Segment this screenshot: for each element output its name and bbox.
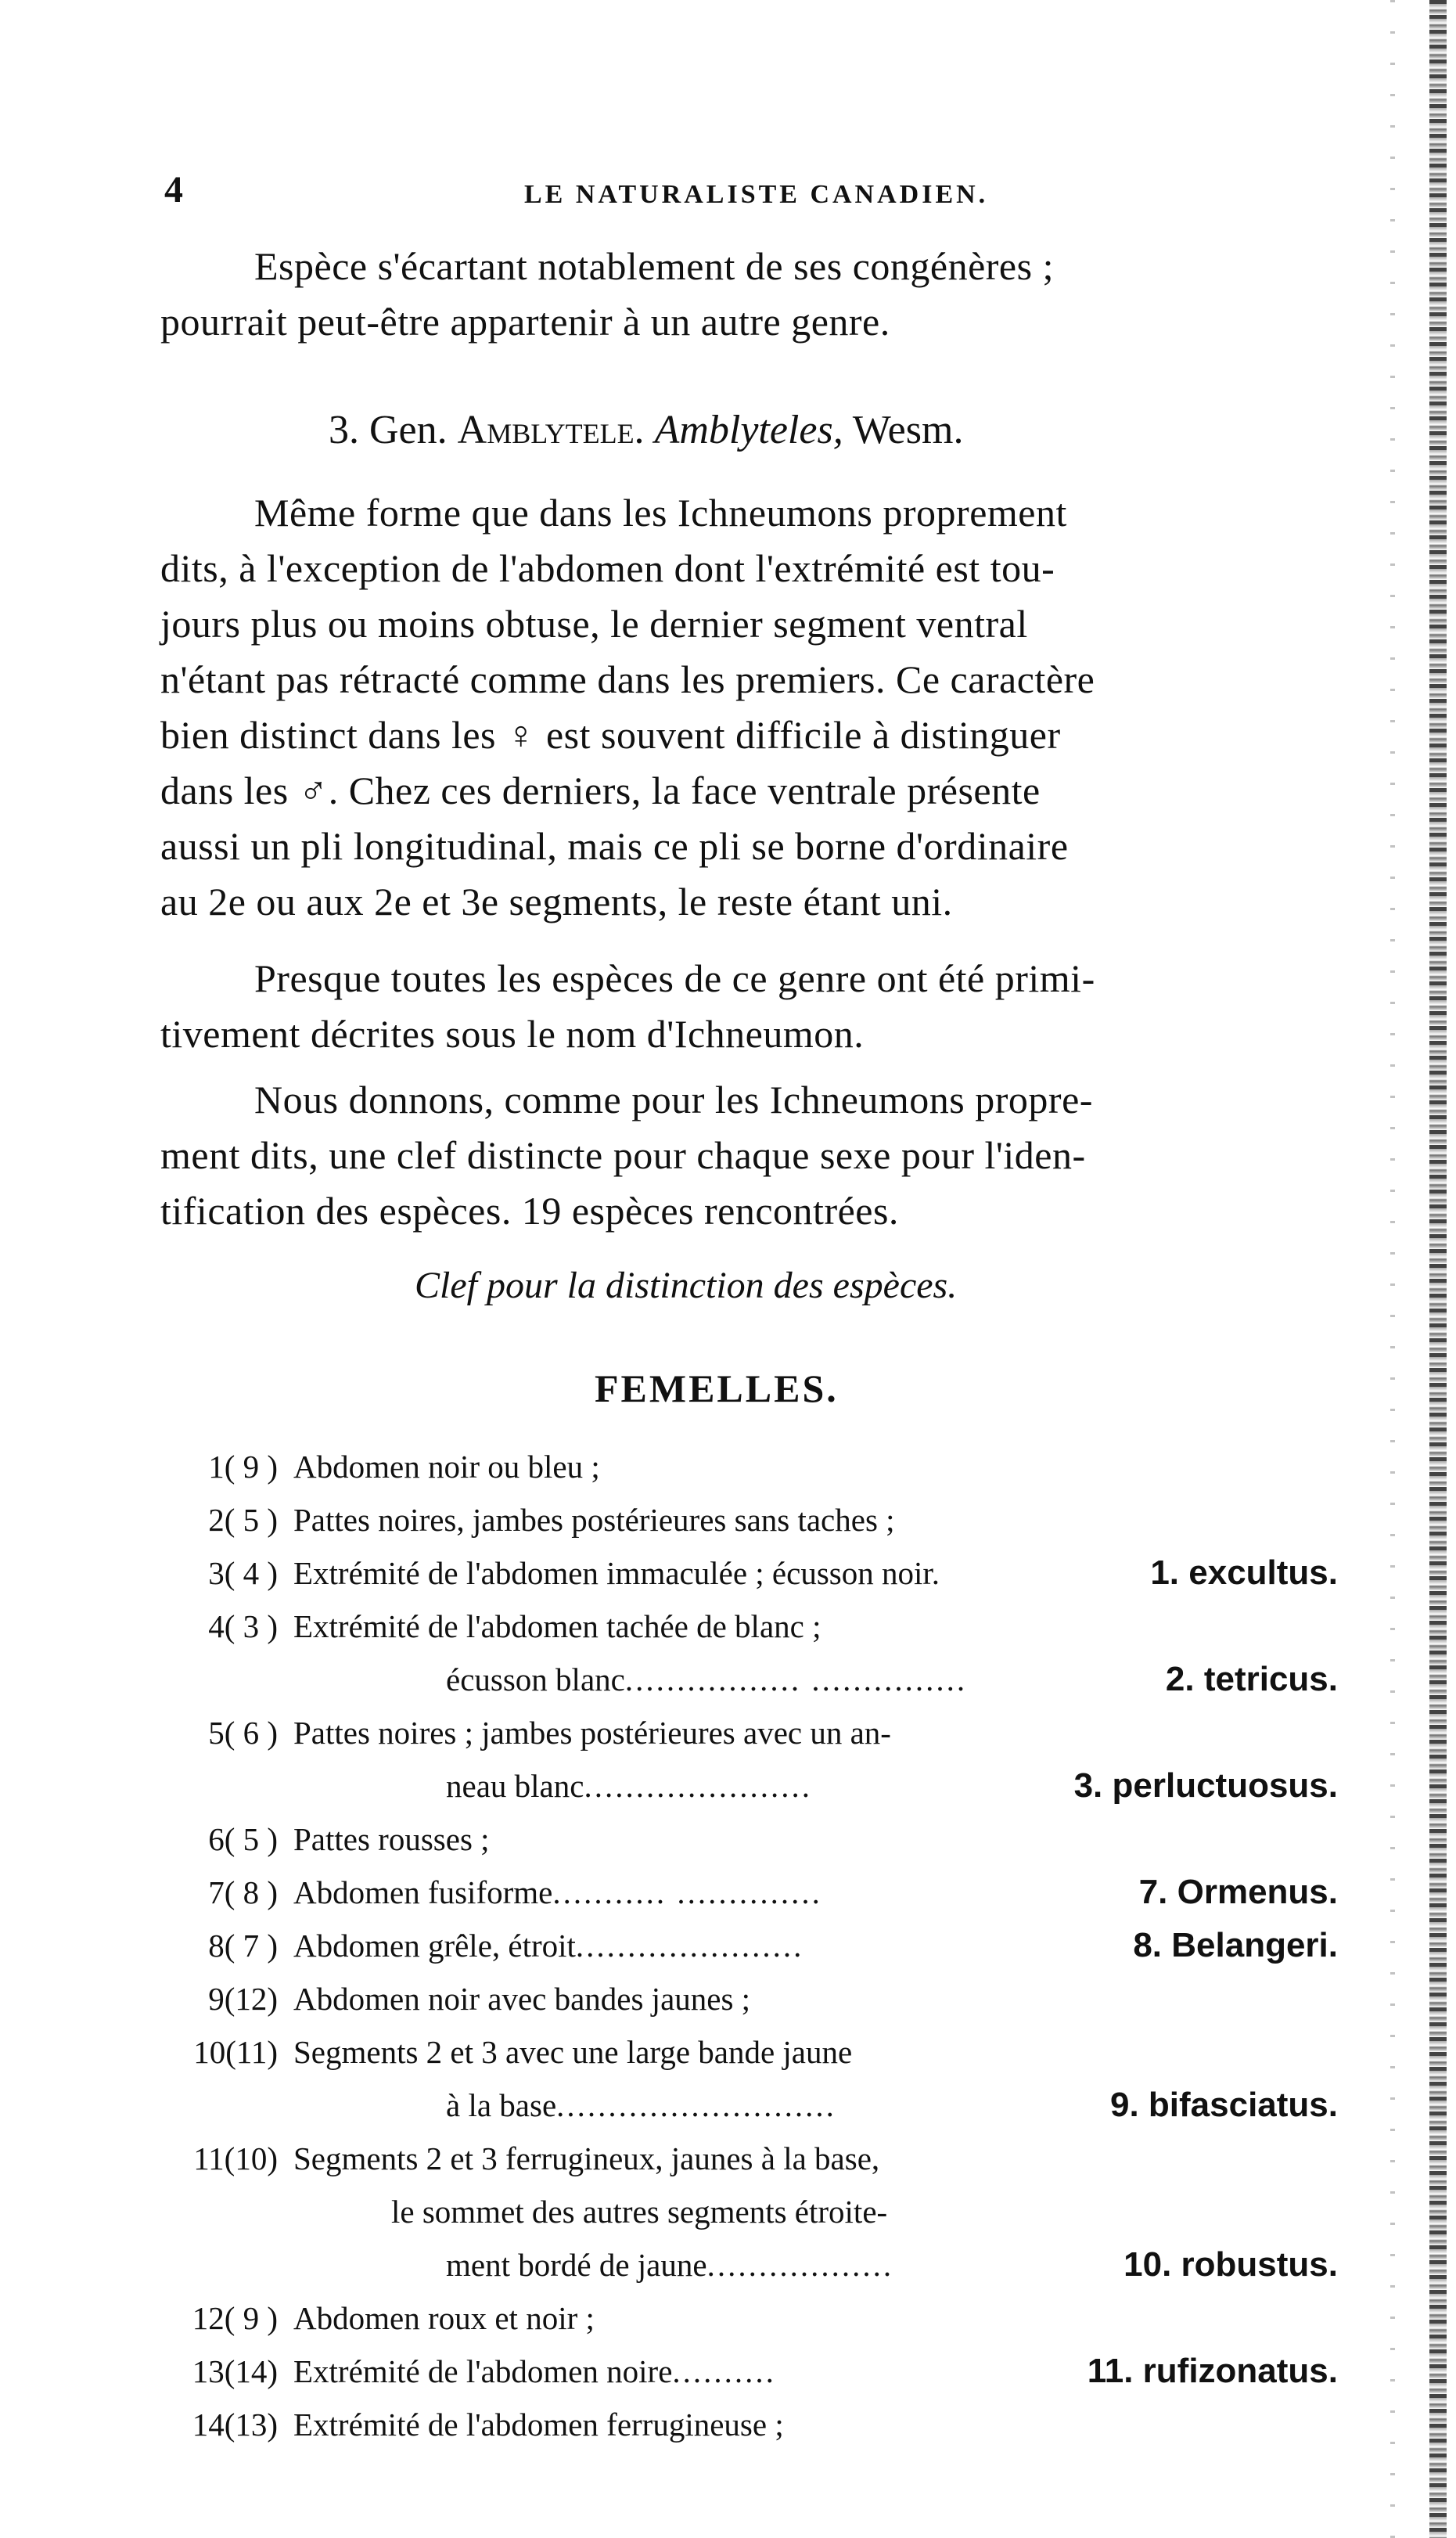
key-text: Extrémité de l'abdomen tachée de blanc ; <box>293 1608 821 1644</box>
intro-line: pourrait peut-être appartenir à un autre genre. <box>160 300 890 344</box>
key-couplet-number: 6( 5 ) <box>208 1821 278 1857</box>
key-row <box>133 2398 1354 2451</box>
key-row <box>133 1546 1354 1600</box>
genus-author: Wesm. <box>852 408 964 452</box>
key-intro-paragraph <box>160 1072 1350 1239</box>
identification-key <box>133 1440 1354 2451</box>
paragraph-line: n'étant pas rétracté comme dans les premiers. Ce caractère <box>160 657 1095 701</box>
key-couplet-number: 7( 8 ) <box>208 1874 278 1910</box>
paragraph-line: tivement décrites sous le nom d'Ichneumon. <box>160 1012 865 1056</box>
key-row <box>133 2132 1354 2185</box>
key-couplet-number: 9(12) <box>208 1981 278 2017</box>
key-title: Clef pour la distinction des espèces. <box>415 1265 958 1306</box>
paragraph-line: dans les ♂. Chez ces derniers, la face ventrale présente <box>160 769 1041 812</box>
leader-dots: ........................... <box>556 2087 836 2123</box>
leader-dots: ........... .............. <box>552 1874 822 1910</box>
key-couplet-text <box>293 1813 490 1866</box>
running-head: LE NATURALISTE CANADIEN. <box>524 180 989 209</box>
key-text: Pattes noires, jambes postérieures sans taches ; <box>293 1502 895 1538</box>
key-couplet-text <box>446 2079 836 2132</box>
paragraph-line: aussi un pli longitudinal, mais ce pli se borne d'ordinaire <box>160 824 1069 868</box>
key-couplet-text <box>293 1440 600 1493</box>
key-text: Extrémité de l'abdomen immaculée ; écusson noir. <box>293 1555 940 1591</box>
key-couplet-number: 11(10) <box>193 2140 278 2176</box>
key-row <box>133 1600 1354 1653</box>
paragraph-line: Même forme que dans les Ichneumons proprement <box>254 491 1067 535</box>
species-name: 9. bifasciatus. <box>1109 2086 1338 2124</box>
key-text: Extrémité de l'abdomen ferrugineuse ; <box>293 2407 784 2443</box>
paragraph-line: jours plus ou moins obtuse, le dernier segment ventral <box>160 602 1028 646</box>
key-row <box>133 1493 1354 1546</box>
key-row <box>133 2025 1354 2079</box>
key-couplet-text <box>293 1546 940 1600</box>
key-row <box>133 2079 1354 2132</box>
species-name: 2. tetricus. <box>1165 1660 1338 1698</box>
key-text: Abdomen noir ou bleu ; <box>293 1449 600 1485</box>
key-row <box>133 1919 1354 1972</box>
paragraph-line: dits, à l'exception de l'abdomen dont l'extrémité est tou- <box>160 546 1055 590</box>
paragraph-line: Nous donnons, comme pour les Ichneumons propre- <box>254 1078 1093 1121</box>
key-couplet-text <box>446 1653 967 1706</box>
key-row <box>133 1440 1354 1493</box>
key-text: neau blanc <box>446 1768 584 1804</box>
key-row <box>133 1972 1354 2025</box>
genus-name: Amblytele. <box>457 408 645 452</box>
description-paragraph <box>160 485 1350 930</box>
key-row <box>133 2238 1354 2291</box>
key-row <box>133 1653 1354 1706</box>
key-couplet-text <box>446 1759 812 1813</box>
paragraph-line: ment dits, une clef distincte pour chaque sexe pour l'iden- <box>160 1133 1086 1177</box>
key-couplet-text <box>293 2345 776 2398</box>
key-text: Pattes noires ; jambes postérieures avec un an- <box>293 1715 891 1751</box>
key-couplet-number: 13(14) <box>192 2353 278 2389</box>
key-couplet-text <box>293 1600 821 1653</box>
key-couplet-text <box>293 1493 895 1546</box>
page-edge-scan-border <box>1429 0 1447 2538</box>
key-text: Segments 2 et 3 avec une large bande jaune <box>293 2034 853 2070</box>
key-text: Abdomen grêle, étroit <box>293 1928 576 1964</box>
key-couplet-number: 14(13) <box>192 2407 278 2443</box>
paragraph-line: bien distinct dans les ♀ est souvent difficile à distinguer <box>160 713 1061 757</box>
key-couplet-text <box>293 1706 891 1759</box>
species-name: 11. rufizonatus. <box>1087 2352 1338 2390</box>
key-couplet-number: 12( 9 ) <box>192 2300 278 2336</box>
paragraph-line: tification des espèces. 19 espèces rencontrées. <box>160 1189 899 1233</box>
intro-paragraph <box>160 239 1350 350</box>
key-text: le sommet des autres segments étroite- <box>391 2194 888 2230</box>
key-row <box>133 1706 1354 1759</box>
key-text: Pattes rousses ; <box>293 1821 490 1857</box>
page-header <box>156 157 1346 227</box>
key-couplet-number: 3( 4 ) <box>208 1555 278 1591</box>
key-couplet-number: 2( 5 ) <box>208 1502 278 1538</box>
key-row <box>133 1759 1354 1813</box>
key-couplet-text <box>293 2398 784 2451</box>
key-couplet-number: 5( 6 ) <box>208 1715 278 1751</box>
key-text: Abdomen noir avec bandes jaunes ; <box>293 1981 751 2017</box>
species-paragraph <box>160 951 1350 1062</box>
species-name: 3. perluctuosus. <box>1073 1766 1338 1805</box>
key-couplet-text <box>293 1972 750 2025</box>
genus-heading <box>329 407 963 453</box>
leader-dots: ................. ............... <box>624 1661 968 1697</box>
leader-dots: ...................... <box>584 1768 812 1804</box>
key-text: Abdomen fusiforme <box>293 1874 553 1910</box>
key-couplet-number: 1( 9 ) <box>208 1449 278 1485</box>
leader-dots: .......... <box>672 2353 776 2389</box>
leader-dots: .................. <box>706 2247 894 2283</box>
species-name: 8. Belangeri. <box>1133 1926 1338 1964</box>
key-text: ment bordé de jaune <box>446 2247 707 2283</box>
key-couplet-text <box>293 2025 852 2079</box>
page-edge-scan-line <box>1390 0 1395 2538</box>
key-text: écusson blanc <box>446 1661 625 1697</box>
key-text: Segments 2 et 3 ferrugineux, jaunes à la base, <box>293 2140 880 2176</box>
key-couplet-text <box>293 1866 822 1919</box>
key-couplet-number: 10(11) <box>193 2034 278 2070</box>
key-row <box>133 2185 1354 2238</box>
key-couplet-text <box>293 2132 879 2185</box>
key-row <box>133 2291 1354 2345</box>
species-name: 1. excultus. <box>1150 1553 1338 1592</box>
key-row <box>133 2345 1354 2398</box>
key-couplet-number: 4( 3 ) <box>208 1608 278 1644</box>
key-section-heading: FEMELLES. <box>595 1366 839 1410</box>
key-row <box>133 1813 1354 1866</box>
key-couplet-text <box>391 2185 887 2238</box>
key-couplet-text <box>293 2291 595 2345</box>
page-number: 4 <box>164 169 183 211</box>
key-text: à la base <box>446 2087 557 2123</box>
paragraph-line: au 2e ou aux 2e et 3e segments, le reste étant uni. <box>160 880 953 923</box>
species-name: 10. robustus. <box>1123 2245 1338 2284</box>
paragraph-line: Presque toutes les espèces de ce genre ont été primi- <box>254 956 1095 1000</box>
leader-dots: ...................... <box>575 1928 804 1964</box>
genus-prefix: 3. Gen. <box>329 408 448 452</box>
key-text: Abdomen roux et noir ; <box>293 2300 595 2336</box>
key-row <box>133 1866 1354 1919</box>
species-name: 7. Ormenus. <box>1138 1873 1338 1911</box>
key-couplet-text <box>293 1919 803 1972</box>
key-couplet-text <box>446 2238 893 2291</box>
key-couplet-number: 8( 7 ) <box>208 1928 278 1964</box>
genus-latin-name: Amblyteles, <box>654 408 843 452</box>
key-text: Extrémité de l'abdomen noire <box>293 2353 673 2389</box>
intro-line: Espèce s'écartant notablement de ses congénères ; <box>254 244 1054 288</box>
